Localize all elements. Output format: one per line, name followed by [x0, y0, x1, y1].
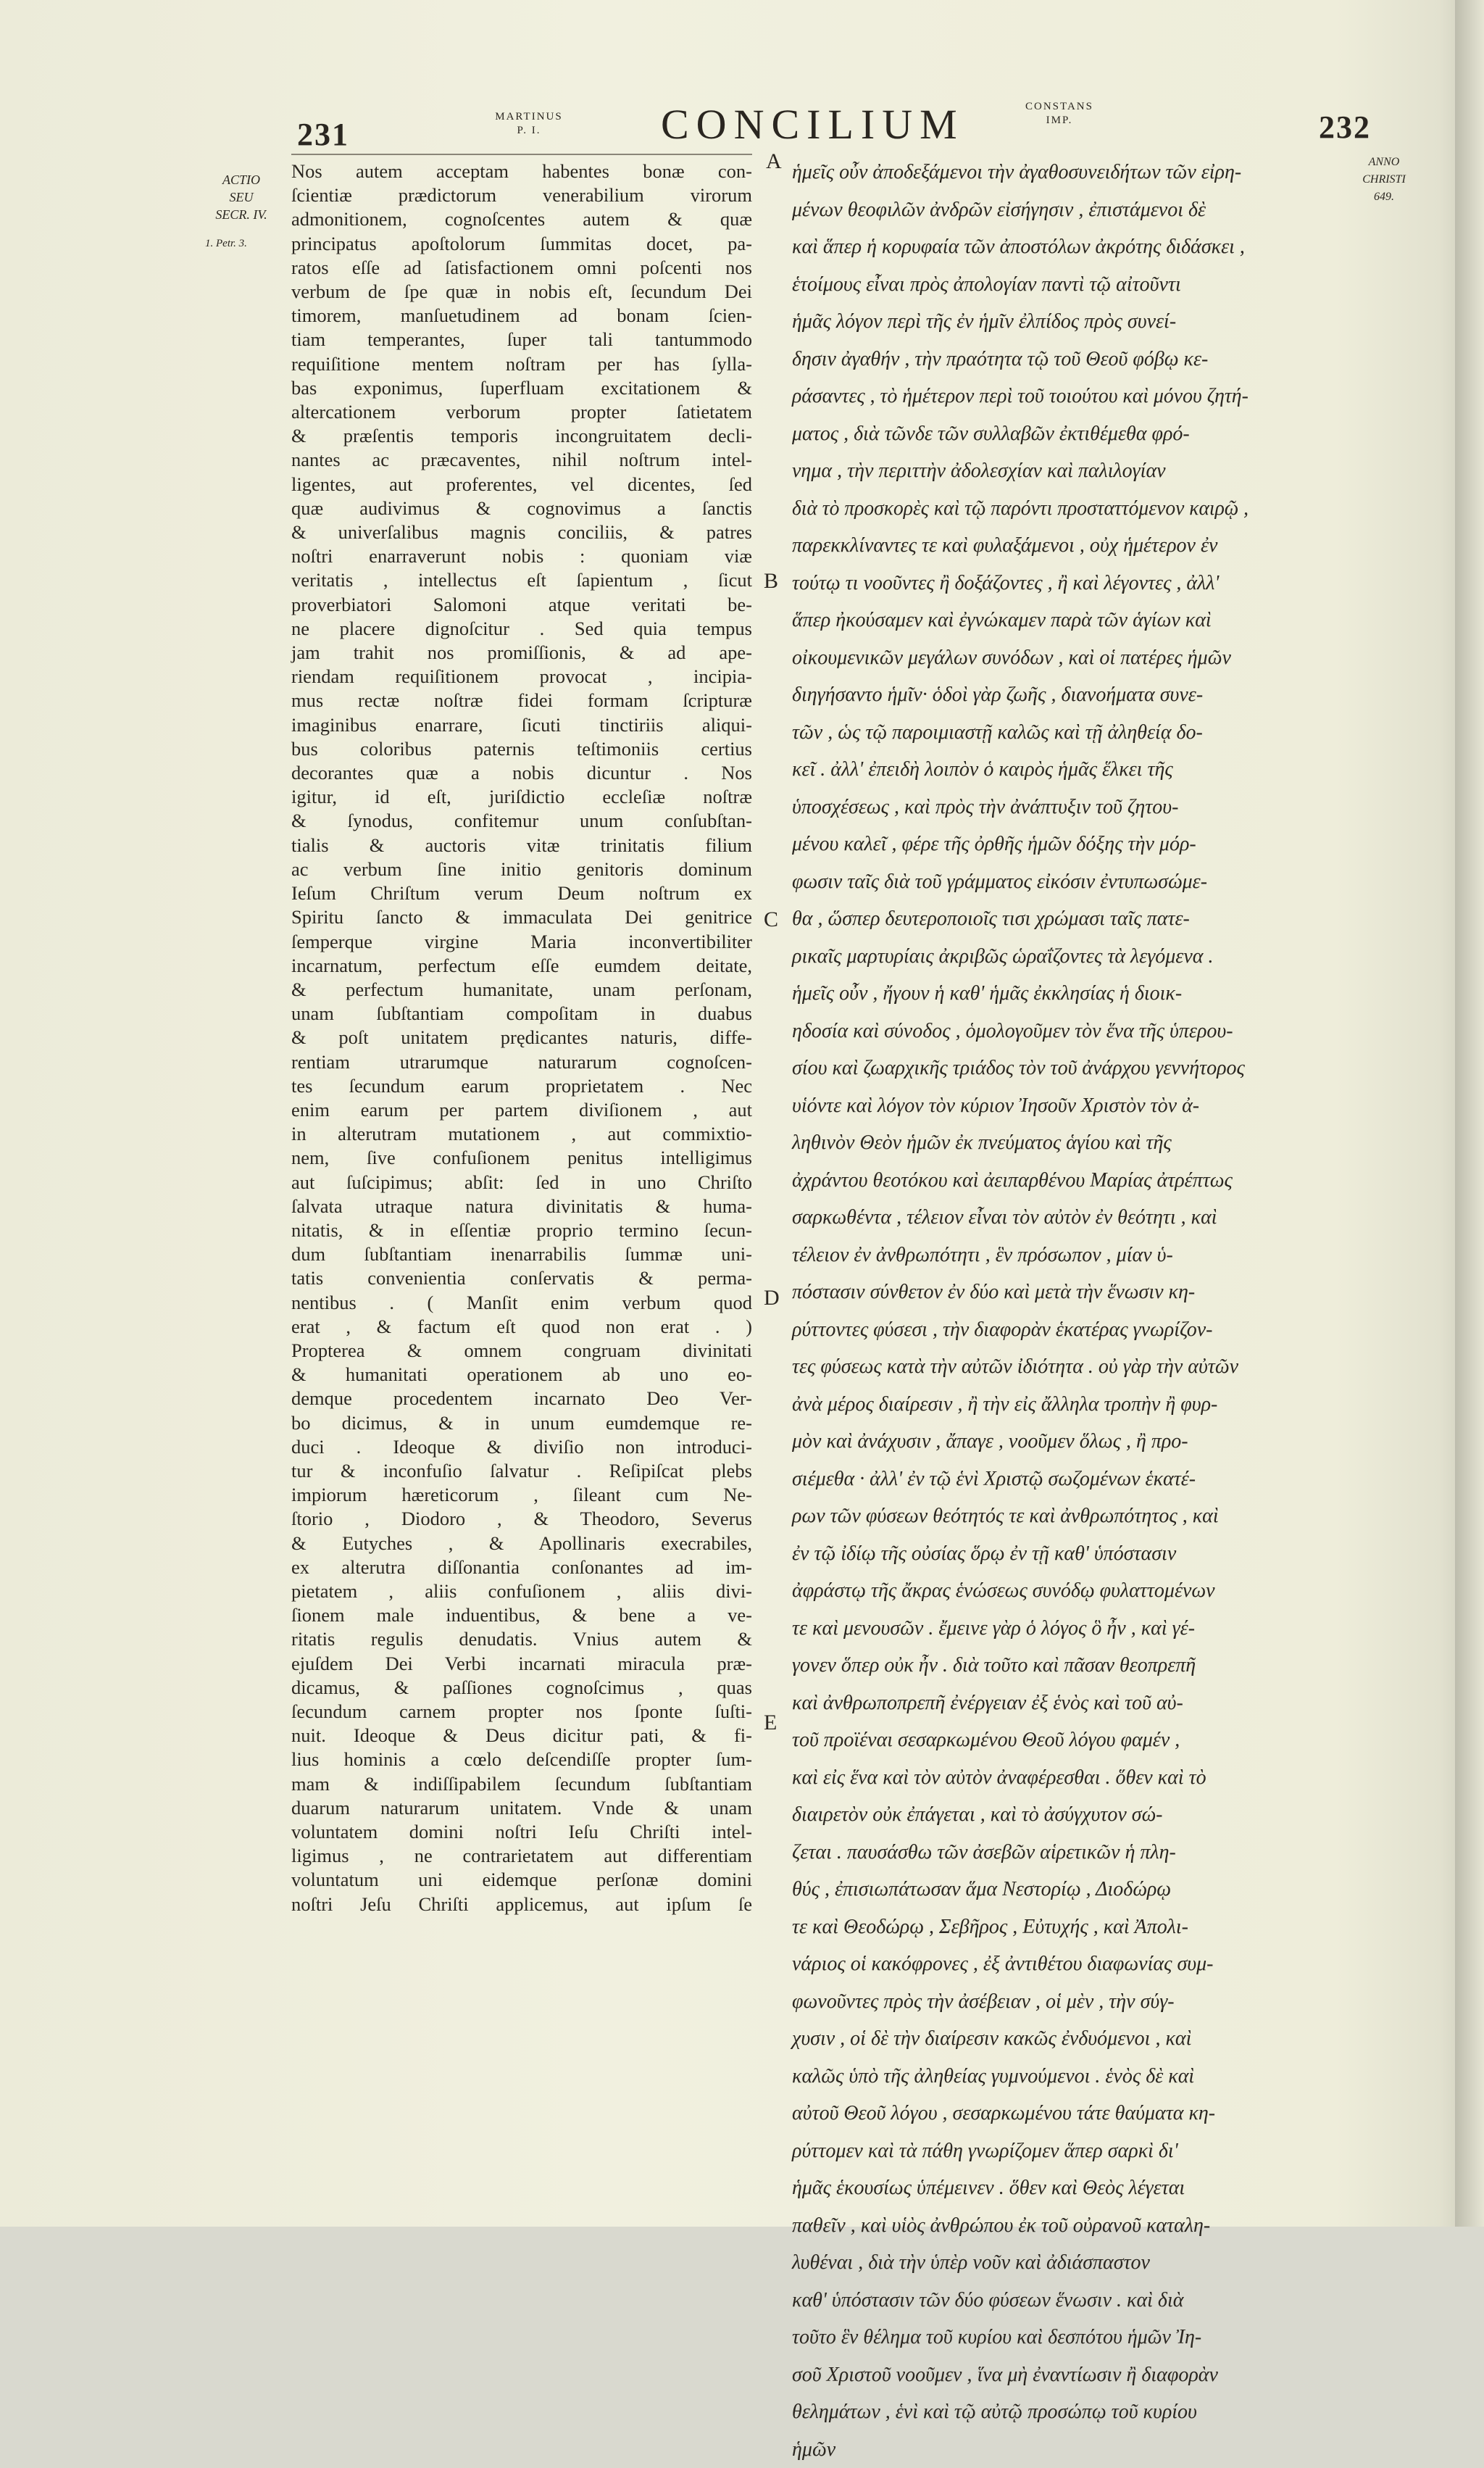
greek-text-line: αὐτοῦ Θεοῦ λόγου , σεσαρκωμένου τάτε θαύματα κη- — [792, 2095, 1249, 2132]
greek-text-line: ληθινὸν Θεὸν ἡμῶν ἐκ πνεύματος ἁγίου καὶ τῆς — [792, 1124, 1249, 1162]
greek-text-line: μένων θεοφιλῶν ἀνδρῶν εἰσήγησιν , ἐπιστάμενοι δὲ — [792, 191, 1249, 229]
greek-text-line: φωσιν ταῖς διὰ τοῦ γράμματος εἰκόσιν ἐντυπωσώμε- — [792, 863, 1249, 901]
greek-text-line: ρύττομεν καὶ τὰ πάθη γνωρίζομεν ἅπερ σαρκὶ δι' — [792, 2132, 1249, 2170]
greek-text-line: διὰ τὸ προσκορὲς καὶ τῷ παρόντι προσταττόμενον καιρῷ , — [792, 490, 1241, 528]
latin-text-line: pietatem , aliis confuſionem , aliis divi- — [291, 1579, 752, 1603]
latin-text-line: igitur, id eſt, juriſdictio eccleſiæ noſtræ — [291, 785, 752, 809]
greek-text-line: ἀφράστῳ τῆς ἄκρας ἑνώσεως συνόδῳ φυλαττομένων — [792, 1572, 1249, 1610]
margin-actio: ACTIO SEU SECR. IV. — [201, 171, 281, 223]
greek-text-line: λυθέναι , διὰ τὴν ὑπὲρ νοῦν καὶ ἀδιάσπαστον — [792, 2244, 1249, 2282]
greek-text-line: τέλειον ἐν ἀνθρωπότητι , ἓν πρόσωπον , μίαν ὑ- — [792, 1237, 1249, 1274]
greek-text-line: ἡμεῖς οὖν ἀποδεξάμενοι τὴν ἀγαθοσυνειδήτων τῶν εἰρη- — [792, 154, 1249, 191]
greek-text-line: καὶ ἀνθρωποπρεπῆ ἐνέργειαν ἐξ ἑνὸς καὶ τοῦ αὐ- — [792, 1684, 1249, 1722]
greek-text-line: ἡμᾶς ἑκουσίως ὑπέμεινεν . ὅθεν καὶ Θεὸς λέγεται — [792, 2169, 1249, 2207]
greek-text-line: ἡμᾶς λόγον περὶ τῆς ἐν ἡμῖν ἐλπίδος πρὸς συνεί- — [792, 303, 1249, 341]
latin-text-line: Spiritu ſancto & immaculata Dei genitrice — [291, 905, 752, 929]
greek-text-line: ἡμεῖς οὖν , ἤγουν ἡ καθ' ἡμᾶς ἐκκλησίας ἡ διοικ- — [792, 975, 1249, 1013]
greek-text-line: πόστασιν σύνθετον ἐν δύο καὶ μετὰ τὴν ἕνωσιν κη- — [792, 1274, 1249, 1311]
latin-text-line: requiſitione mentem noſtram per has ſylla- — [291, 352, 752, 376]
latin-text-line: principatus apoſtolorum ſummitas docet, pa- — [291, 232, 752, 256]
page-number-left: 231 — [297, 116, 349, 153]
latin-text-line: ſcientiæ prædictorum venerabilium virorum — [291, 183, 752, 207]
latin-text-line: altercationem verborum propter ſatietatem — [291, 400, 752, 424]
greek-text-line: καλῶς ὑπὸ τῆς ἀληθείας γυμνούμενοι . ἑνὸς δὲ καὶ — [792, 2058, 1249, 2095]
latin-text-line: mus rectæ noſtræ fidei formam ſcripturæ — [291, 689, 752, 712]
greek-text-line: σίου καὶ ζωαρχικῆς τριάδος τὸν τοῦ ἀνάρχου γεννήτορος — [792, 1050, 1249, 1087]
latin-text-line: dum ſubſtantiam inenarrabilis ſummæ uni- — [291, 1242, 752, 1266]
latin-text-line: lius hominis a cœlo deſcendiſſe propter ſum- — [291, 1748, 752, 1771]
greek-text-line: ἅπερ ἠκούσαμεν καὶ ἐγνώκαμεν παρὰ τῶν ἁγίων καὶ — [792, 602, 1249, 639]
greek-text-line: θα , ὥσπερ δευτεροποιοῖς τισι χρώμασι ταῖς πατε- — [792, 900, 1249, 938]
latin-text-line: proverbiatori Salomoni atque veritati be- — [291, 593, 752, 617]
latin-column — [291, 159, 752, 2073]
latin-text-line: & humanitati operationem ab uno eo- — [291, 1363, 752, 1387]
greek-text-line: σιέμεθα · ἀλλ' ἐν τῷ ἑνὶ Χριστῷ σωζομένων ἑκατέ- — [792, 1461, 1249, 1498]
page-title: CONCILIUM — [661, 100, 964, 149]
latin-text-line: & præſentis temporis incongruitatem decli- — [291, 424, 752, 448]
greek-text-line: νημα , τὴν περιττὴν ἀδολεσχίαν καὶ παλιλογίαν — [792, 452, 1249, 490]
greek-text-line: θελημάτων , ἑνὶ καὶ τῷ αὐτῷ προσώπῳ τοῦ κυρίου — [792, 2393, 1249, 2431]
greek-text-line: υἱόντε καὶ λόγον τὸν κύριον Ἰησοῦν Χριστὸν τὸν ἀ- — [792, 1087, 1249, 1125]
greek-text-line: ἡμῶν — [792, 2431, 1249, 2468]
latin-text-line: bus coloribus paternis teſtimoniis certius — [291, 737, 752, 761]
section-mark-d: D — [764, 1286, 780, 1310]
greek-text-line: μένου καλεῖ , φέρε τῆς ὀρθῆς ἡμῶν δόξης τὴν μόρ- — [792, 826, 1249, 863]
greek-text-line: δησιν ἀγαθήν , τὴν πραότητα τῷ τοῦ Θεοῦ φόβῳ κε- — [792, 341, 1249, 378]
latin-text-line: ſemperque virgine Maria inconvertibiliter — [291, 930, 752, 954]
greek-text-line: τῶν , ὡς τῷ παροιμιαστῇ καλῶς καὶ τῇ ἀληθείᾳ δο- — [792, 714, 1249, 752]
latin-text-line: Nos autem acceptam habentes bonæ con- — [291, 159, 752, 183]
latin-text-line: veritatis , intellectus eſt ſapientum , ſicut — [291, 568, 752, 592]
section-mark-c: C — [764, 907, 778, 932]
latin-text-line: ſionem male induentibus, & bene a ve- — [291, 1603, 752, 1627]
latin-text-line: Ieſum Chriſtum verum Deum noſtrum ex — [291, 881, 752, 905]
latin-text-line: unam ſubſtantiam compoſitam in duabus — [291, 1002, 752, 1026]
page-number-right: 232 — [1319, 109, 1371, 146]
greek-text-line: μὸν καὶ ἀνάχυσιν , ἄπαγε , νοοῦμεν ὅλως , ἢ προ- — [792, 1423, 1249, 1461]
latin-text-line: quæ audivimus & cognovimus a ſanctis — [291, 496, 752, 520]
latin-text-line: duarum naturarum unitatem. Vnde & unam — [291, 1796, 752, 1820]
latin-text-line: & poſt unitatem prędicantes naturis, diffe- — [291, 1026, 752, 1050]
latin-text-line: ligimus , ne contrarietatem aut differentiam — [291, 1844, 752, 1868]
latin-text-line: Propterea & omnem congruam divinitati — [291, 1339, 752, 1363]
latin-text-line: ſecundum carnem propter nos ſponte ſuſti- — [291, 1700, 752, 1724]
latin-text-line: noſtri enarraverunt nobis : quoniam viæ — [291, 544, 752, 568]
greek-text-line: θύς , ἐπισιωπάτωσαν ἅμα Νεστορίῳ , Διοδώρῳ — [792, 1871, 1249, 1908]
latin-text-line: ejuſdem Dei Verbi incarnati miracula præ- — [291, 1652, 752, 1676]
greek-text-line: καὶ ἅπερ ἡ κορυφαία τῶν ἀποστόλων ἀκρότης διδάσκει , — [792, 228, 1249, 266]
latin-text-line: voluntatem domini noſtri Ieſu Chriſti intel- — [291, 1820, 752, 1844]
latin-text-line: dicamus, & paſſiones cognoſcimus , quas — [291, 1676, 752, 1700]
greek-text-line: ράσαντες , τὸ ἡμέτερον περὶ τοῦ τοιούτου καὶ μόνου ζητή- — [792, 378, 1245, 415]
greek-text-line: καθ' ὑπόστασιν τῶν δύο φύσεων ἕνωσιν . καὶ διὰ — [792, 2282, 1249, 2319]
latin-text-line: tiam temperantes, ſuper tali tantummodo — [291, 328, 752, 352]
greek-text-line: παθεῖν , καὶ υἱὸς ἀνθρώπου ἐκ τοῦ οὐρανοῦ καταλη- — [792, 2207, 1249, 2245]
greek-text-line: σοῦ Χριστοῦ νοοῦμεν , ἵνα μὴ ἐναντίωσιν ἢ διαφορὰν — [792, 2356, 1249, 2394]
greek-text-line: τε καὶ μενουσῶν . ἔμεινε γὰρ ὁ λόγος ὃ ἦν , καὶ γέ- — [792, 1610, 1249, 1648]
latin-text-line: nantes ac præcaventes, nihil noſtrum intel- — [291, 448, 752, 472]
latin-text-line: ſtorio , Diodoro , & Theodoro, Severus — [291, 1507, 752, 1531]
greek-text-line: παρεκκλίναντες τε καὶ φυλαξάμενοι , οὐχ ἡμέτερον ἐν — [792, 527, 1249, 565]
next-page-edge — [1455, 0, 1484, 2227]
section-mark-a: A — [766, 149, 782, 174]
latin-text-line: ſalvata utraque natura divinitatis & huma- — [291, 1194, 752, 1218]
greek-text-line: ρων τῶν φύσεων θεότητός τε καὶ ἀνθρωπότητος , καὶ — [792, 1497, 1249, 1535]
latin-text-line: demque procedentem incarnato Deo Ver- — [291, 1387, 752, 1410]
greek-text-line: ματος , διὰ τῶνδε τῶν συλλαβῶν ἐκτιθέμεθα φρό- — [792, 415, 1249, 453]
latin-text-line: tur & inconfuſio ſalvatur . Reſipiſcat plebs — [291, 1459, 752, 1483]
latin-text-line: & Eutyches , & Apollinaris execrabiles, — [291, 1532, 752, 1555]
latin-text-line: enim earum per partem diviſionem , aut — [291, 1098, 752, 1122]
greek-text-line: ἑτοίμους εἶναι πρὸς ἀπολογίαν παντὶ τῷ αἰτοῦντι — [792, 266, 1249, 304]
latin-text-line: nitatis, & in eſſentiæ proprio termino ſecun- — [291, 1218, 752, 1242]
latin-text-line: noſtri Jeſu Chriſti applicemus, aut ipſum ſe — [291, 1892, 752, 1916]
latin-text-line: ligentes, aut proferentes, vel dicentes, ſed — [291, 473, 752, 496]
latin-text-line: rentiam utrarumque naturarum cognoſcen- — [291, 1050, 752, 1074]
header-rule — [291, 154, 752, 155]
latin-text-line: decorantes quæ a nobis dicuntur . Nos — [291, 761, 752, 785]
greek-text-line: κεῖ . ἀλλ' ἐπειδὴ λοιπὸν ὁ καιρὸς ἡμᾶς ἕλκει τῆς — [792, 751, 1249, 789]
latin-text-line: in alterutram mutationem , aut commixtio- — [291, 1122, 752, 1146]
latin-text-line: duci . Ideoque & diviſio non introduci- — [291, 1435, 752, 1459]
greek-text-line: τε καὶ Θεοδώρῳ , Σεβῆρος , Εὐτυχής , καὶ Ἀπολι- — [792, 1908, 1249, 1946]
greek-text-line: τοῦ προϊέναι σεσαρκωμένου Θεοῦ λόγου φαμέν , — [792, 1721, 1249, 1759]
greek-text-line: τες φύσεως κατὰ τὴν αὐτῶν ἰδιότητα . οὐ γὰρ τὴν αὐτῶν — [792, 1348, 1249, 1386]
latin-text-line: nuit. Ideoque & Deus dicitur pati, & fi- — [291, 1724, 752, 1748]
latin-text-line: ratos eſſe ad ſatisfactionem omni poſcenti nos — [291, 256, 752, 280]
latin-text-line: & univerſalibus magnis conciliis, & patres — [291, 520, 752, 544]
latin-text-line: imaginibus enarrare, ſicuti tinctiriis aliqui- — [291, 713, 752, 737]
latin-text-line: nentibus . ( Manſit enim verbum quod — [291, 1291, 752, 1315]
greek-text-line: οἰκουμενικῶν μεγάλων συνόδων , καὶ οἱ πατέρες ἡμῶν — [792, 639, 1249, 677]
latin-text-line: & ſynodus, confitemur unum conſubſtan- — [291, 809, 752, 833]
latin-text-line: nem, ſive confuſionem penitus intelligimus — [291, 1146, 752, 1170]
greek-text-line: σαρκωθέντα , τέλειον εἶναι τὸν αὐτὸν ἐν θεότητι , καὶ — [792, 1199, 1249, 1237]
latin-text-line: erat , & factum eſt quod non erat . ) — [291, 1315, 752, 1339]
latin-text-line: incarnatum, perfectum eſſe eumdem deitate, — [291, 954, 752, 978]
latin-text-line: bo dicimus, & in unum eumdemque re- — [291, 1411, 752, 1435]
greek-text-line: ρύττοντες φύσεσι , τὴν διαφορὰν ἑκατέρας γνωρίζον- — [792, 1311, 1249, 1349]
greek-text-line: ἐν τῷ ἰδίῳ τῆς οὐσίας ὅρῳ ἐν τῇ καθ' ὑπόστασιν — [792, 1535, 1249, 1573]
latin-text-line: verbum de ſpe quæ in nobis eſt, ſecundum Dei — [291, 280, 752, 304]
latin-text-line: ne placere dignoſcitur . Sed quia tempus — [291, 617, 752, 641]
latin-text-line: voluntatum uni eidemque perſonæ domini — [291, 1868, 752, 1892]
latin-text-line: aut ſuſcipimus; abſit: ſed in uno Chriſto — [291, 1171, 752, 1194]
greek-text-line: διαιρετὸν οὐκ ἐπάγεται , καὶ τὸ ἀσύγχυτον σώ- — [792, 1796, 1249, 1834]
greek-text-line: ζεται . παυσάσθω τῶν ἀσεβῶν αἱρετικῶν ἡ πλη- — [792, 1834, 1249, 1871]
greek-text-line: φωνοῦντες πρὸς τὴν ἀσέβειαν , οἱ μὲν , τὴν σύγ- — [792, 1983, 1249, 2021]
greek-text-line: ἀνὰ μέρος διαίρεσιν , ἢ τὴν εἰς ἄλληλα τροπὴν ἢ φυρ- — [792, 1386, 1249, 1424]
greek-text-line: τοῦτο ἓν θέλημα τοῦ κυρίου καὶ δεσπότου ἡμῶν Ἰη- — [792, 2319, 1249, 2356]
latin-text-line: ac verbum ſine initio genitoris dominum — [291, 857, 752, 881]
latin-text-line: bas exponimus, ſuperfluam excitationem & — [291, 376, 752, 400]
greek-text-line: ρικαῖς μαρτυρίαις ἀκριβῶς ὡραΐζοντες τὰ λεγόμενα . — [792, 938, 1249, 976]
latin-text-line: tes ſecundum earum proprietatem . Nec — [291, 1074, 752, 1098]
section-mark-e: E — [764, 1711, 777, 1735]
latin-text-line: mam & indiſſipabilem ſecundum ſubſtantiam — [291, 1772, 752, 1796]
latin-text-line: ritatis regulis denudatis. Vnius autem & — [291, 1627, 752, 1651]
latin-text-line: tialis & auctoris vitæ trinitatis filium — [291, 834, 752, 857]
latin-text-line: jam trahit nos promiſſionis, & ad ape- — [291, 641, 752, 665]
latin-text-line: admonitionem, cognoſcentes autem & quæ — [291, 207, 752, 231]
greek-text-line: ηδοσία καὶ σύνοδος , ὁμολογοῦμεν τὸν ἕνα τῆς ὑπερου- — [792, 1013, 1249, 1050]
latin-text-line: ex alterutra diſſonantia conſonantes ad im- — [291, 1555, 752, 1579]
greek-text-line: ἀχράντου θεοτόκου καὶ ἀειπαρθένου Μαρίας ἀτρέπτως — [792, 1162, 1249, 1200]
greek-text-line: τούτῳ τι νοοῦντες ἢ δοξάζοντες , ἢ καὶ λέγοντες , ἀλλ' — [792, 565, 1249, 602]
greek-text-line: χυσιν , οἱ δὲ τὴν διαίρεσιν κακῶς ἐνδυόμενοι , καὶ — [792, 2020, 1249, 2058]
latin-text-line: impiorum hæreticorum , ſileant cum Ne- — [291, 1483, 752, 1507]
header-right-label: CONSTANS IMP. — [1009, 100, 1110, 128]
latin-text-line: timorem, manſuetudinem ad bonam ſcien- — [291, 304, 752, 328]
margin-reference: 1. Petr. 3. — [205, 238, 247, 250]
latin-text-line: & perfectum humanitate, unam perſonam, — [291, 978, 752, 1002]
greek-text-line: ὑποσχέσεως , καὶ πρὸς τὴν ἀνάπτυξιν τοῦ ζητου- — [792, 789, 1249, 826]
header-left-label: MARTINUS P. I. — [489, 110, 569, 138]
margin-anno-christi: ANNO CHRISTI 649. — [1341, 154, 1427, 206]
greek-column — [792, 154, 1249, 2053]
greek-text-line: γονεν ὅπερ οὐκ ἦν . διὰ τοῦτο καὶ πᾶσαν θεοπρεπῆ — [792, 1647, 1249, 1684]
latin-text-line: riendam requiſitionem provocat , incipia- — [291, 665, 752, 689]
latin-text-line: tatis convenientia conſervatis & perma- — [291, 1266, 752, 1290]
greek-text-line: διηγήσαντο ἡμῖν· ὁδοὶ γὰρ ζωῆς , διανοήματα συνε- — [792, 676, 1249, 714]
greek-text-line: καὶ εἰς ἕνα καὶ τὸν αὐτὸν ἀναφέρεσθαι . ὅθεν καὶ τὸ — [792, 1759, 1249, 1797]
section-mark-b: B — [764, 569, 778, 594]
greek-text-line: νάριος οἱ κακόφρονες , ἐξ ἀντιθέτου διαφωνίας συμ- — [792, 1945, 1249, 1983]
